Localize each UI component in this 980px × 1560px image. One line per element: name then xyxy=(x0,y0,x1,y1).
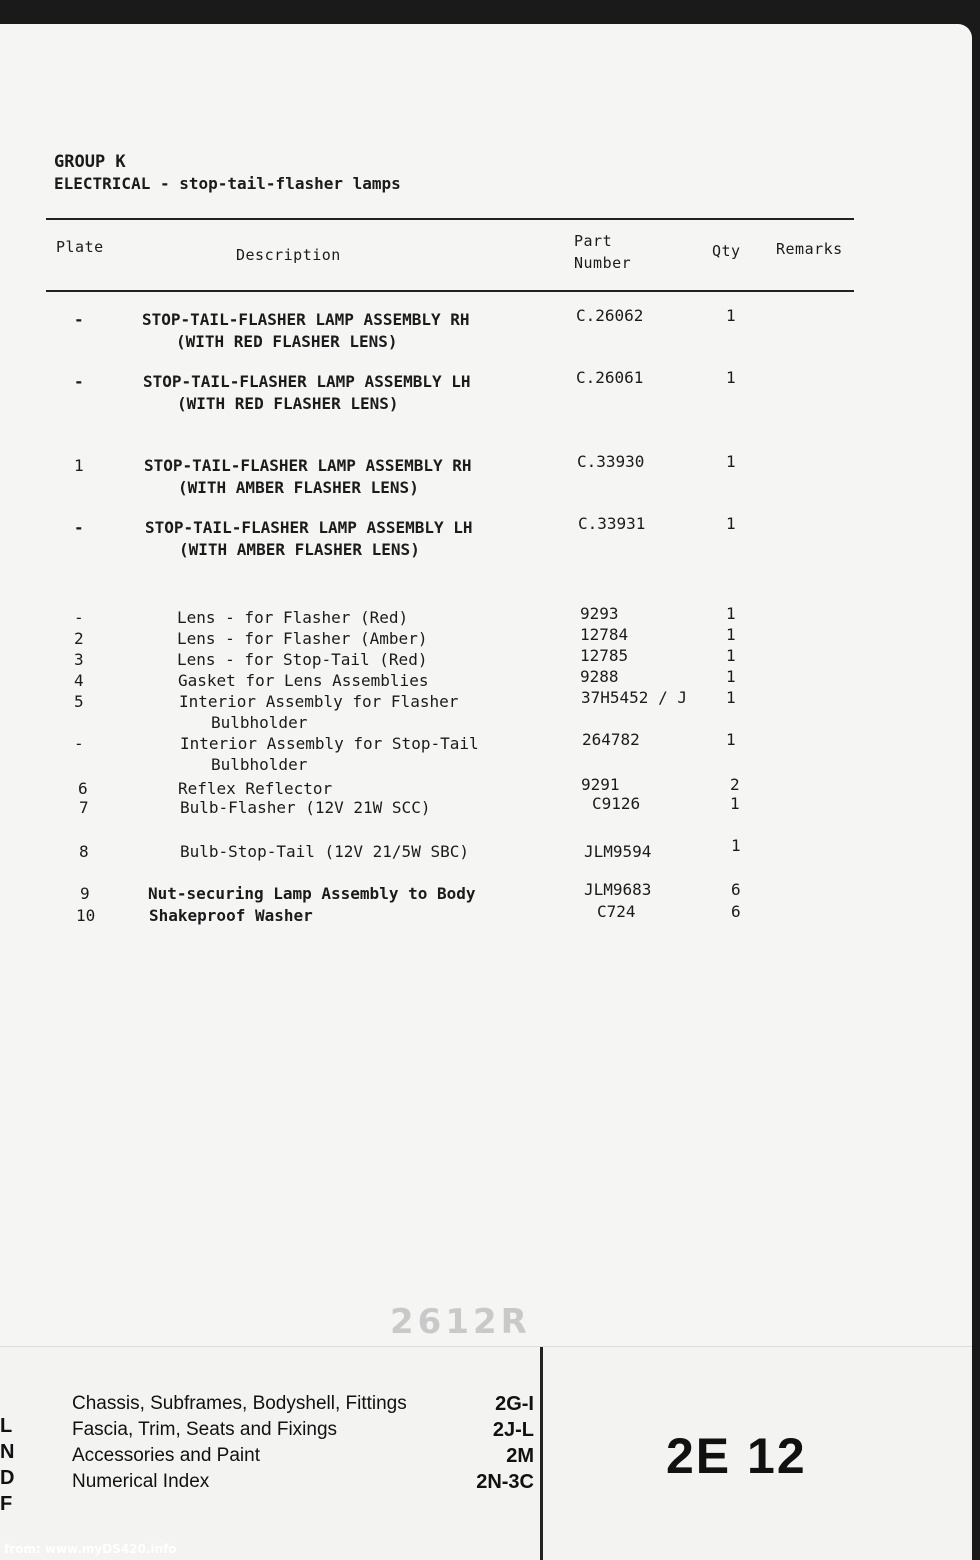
plate-cell: 2 xyxy=(74,629,84,648)
nav-label: Accessories and Paint xyxy=(72,1445,260,1466)
catalog-page xyxy=(0,24,972,1560)
description-cell: STOP-TAIL-FLASHER LAMP ASSEMBLY LH xyxy=(143,372,471,391)
group-title: GROUP K xyxy=(54,152,126,172)
part-number-cell: 9291 xyxy=(581,775,620,794)
header-part-line2: Number xyxy=(574,254,632,272)
table-header-rule xyxy=(46,290,854,292)
part-number-cell: C.26061 xyxy=(576,368,644,387)
part-number-cell: JLM9683 xyxy=(584,880,652,899)
part-number-cell: C724 xyxy=(597,902,636,921)
fiche-code: 2E 12 xyxy=(666,1428,807,1484)
plate-cell: 9 xyxy=(80,884,90,903)
qty-cell: 1 xyxy=(731,836,741,855)
fiche-stamp: 2612R xyxy=(390,1302,531,1342)
qty-cell: 1 xyxy=(726,688,736,707)
nav-code: 2J-L xyxy=(492,1419,534,1441)
part-number-cell: 37H5452 / J xyxy=(581,688,687,707)
qty-cell: 1 xyxy=(726,667,736,686)
qty-cell: 1 xyxy=(726,514,736,533)
nav-label: Fascia, Trim, Seats and Fixings xyxy=(72,1419,338,1440)
description-cell: Bulb-Flasher (12V 21W SCC) xyxy=(180,798,431,817)
part-number-cell: 264782 xyxy=(582,730,640,749)
source-credit: from: www.myDS420.info xyxy=(4,1542,177,1556)
description-cell: Interior Assembly for Flasher xyxy=(179,692,459,711)
description-cell: Gasket for Lens Assemblies xyxy=(178,671,429,690)
edge-letter: L xyxy=(0,1415,13,1437)
qty-cell: 2 xyxy=(730,775,740,794)
plate-cell: 3 xyxy=(74,650,84,669)
plate-cell: - xyxy=(74,608,84,627)
nav-code: 2N-3C xyxy=(476,1471,534,1493)
header-qty: Qty xyxy=(712,242,741,260)
description-cell-line2: Bulbholder xyxy=(211,755,308,774)
description-cell: STOP-TAIL-FLASHER LAMP ASSEMBLY LH xyxy=(145,518,473,537)
description-cell: Shakeproof Washer xyxy=(149,906,313,925)
plate-cell: 7 xyxy=(79,798,89,817)
edge-letter: F xyxy=(0,1493,13,1515)
header-description: Description xyxy=(236,246,341,264)
part-number-cell: 12784 xyxy=(580,625,629,644)
edge-letter: D xyxy=(0,1467,15,1489)
header-remarks: Remarks xyxy=(776,240,843,258)
description-cell-line2: (WITH RED FLASHER LENS) xyxy=(177,394,399,413)
qty-cell: 1 xyxy=(726,368,736,387)
header-part-line1: Part xyxy=(574,232,613,250)
group-subtitle: ELECTRICAL - stop-tail-flasher lamps xyxy=(54,174,401,193)
description-cell: Reflex Reflector xyxy=(178,779,333,798)
qty-cell: 1 xyxy=(726,452,736,471)
part-number-cell: C9126 xyxy=(592,794,641,813)
plate-cell: - xyxy=(74,734,84,753)
part-number-cell: JLM9594 xyxy=(584,842,652,861)
part-number-cell: C.33931 xyxy=(578,514,646,533)
qty-cell: 1 xyxy=(726,646,736,665)
description-cell: Lens - for Stop-Tail (Red) xyxy=(177,650,428,669)
part-number-cell: C.26062 xyxy=(576,306,644,325)
plate-cell: 8 xyxy=(79,842,89,861)
description-cell-line2: (WITH AMBER FLASHER LENS) xyxy=(178,478,419,497)
description-cell: Lens - for Flasher (Amber) xyxy=(177,629,428,648)
nav-label: Chassis, Subframes, Bodyshell, Fittings xyxy=(72,1393,407,1414)
plate-cell: 4 xyxy=(74,671,84,690)
description-cell: STOP-TAIL-FLASHER LAMP ASSEMBLY RH xyxy=(142,310,470,329)
description-cell-line2: (WITH AMBER FLASHER LENS) xyxy=(179,540,420,559)
description-cell-line2: Bulbholder xyxy=(211,713,308,732)
plate-cell: - xyxy=(74,372,84,391)
nav-code: 2M xyxy=(506,1445,534,1467)
plate-cell: - xyxy=(74,310,84,329)
description-cell: Nut-securing Lamp Assembly to Body xyxy=(148,884,476,903)
part-number-cell: 9288 xyxy=(580,667,619,686)
table-top-rule xyxy=(46,218,854,220)
part-number-cell: 9293 xyxy=(580,604,619,623)
qty-cell: 1 xyxy=(726,730,736,749)
qty-cell: 6 xyxy=(731,902,741,921)
description-cell: Interior Assembly for Stop-Tail xyxy=(180,734,479,753)
edge-letter: N xyxy=(0,1441,15,1463)
header-plate: Plate xyxy=(56,238,104,256)
plate-cell: 6 xyxy=(78,779,88,798)
description-cell: STOP-TAIL-FLASHER LAMP ASSEMBLY RH xyxy=(144,456,472,475)
qty-cell: 1 xyxy=(730,794,740,813)
plate-cell: 5 xyxy=(74,692,84,711)
part-number-cell: C.33930 xyxy=(577,452,645,471)
fiche-footer xyxy=(0,1346,972,1560)
footer-divider xyxy=(540,1347,543,1560)
qty-cell: 1 xyxy=(726,625,736,644)
qty-cell: 6 xyxy=(731,880,741,899)
qty-cell: 1 xyxy=(726,604,736,623)
plate-cell: 1 xyxy=(74,456,84,475)
nav-code: 2G-I xyxy=(495,1393,534,1415)
plate-cell: - xyxy=(74,518,84,537)
qty-cell: 1 xyxy=(726,306,736,325)
plate-cell: 10 xyxy=(76,906,96,925)
description-cell: Lens - for Flasher (Red) xyxy=(177,608,409,627)
description-cell: Bulb-Stop-Tail (12V 21/5W SBC) xyxy=(180,842,469,861)
part-number-cell: 12785 xyxy=(580,646,629,665)
description-cell-line2: (WITH RED FLASHER LENS) xyxy=(176,332,398,351)
nav-label: Numerical Index xyxy=(72,1471,210,1492)
